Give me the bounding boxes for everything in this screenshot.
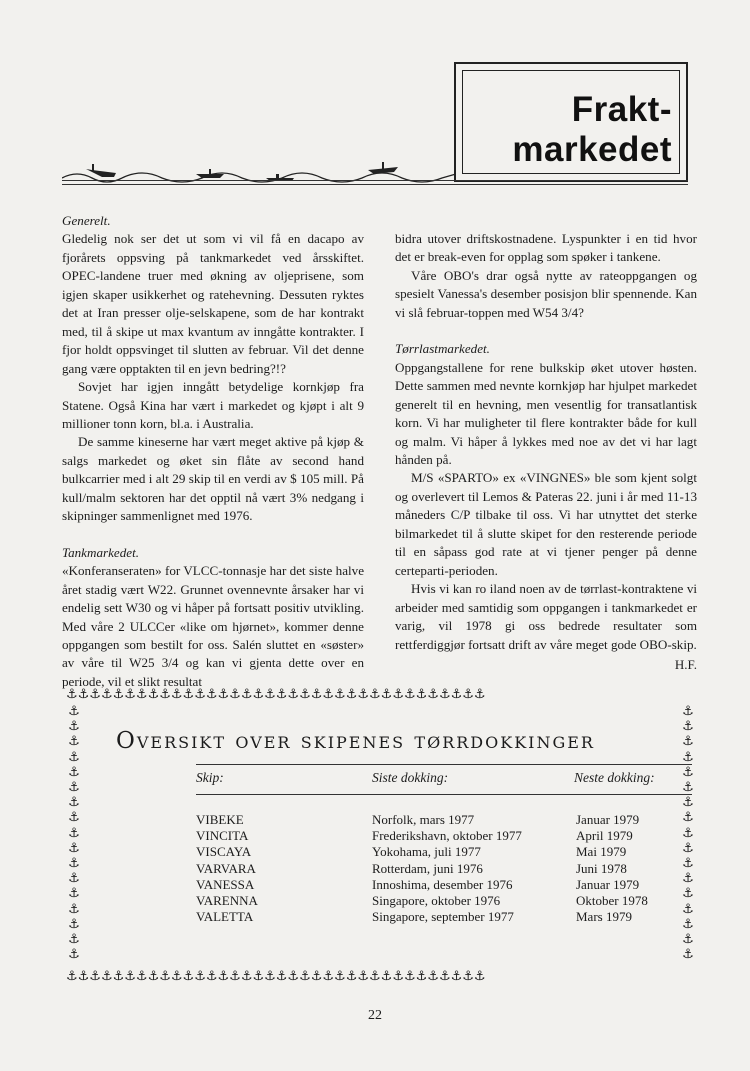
drydock-cell-ship: VINCITA: [196, 828, 249, 844]
title-line-2: markedet: [512, 130, 672, 169]
last-docking-list: [372, 812, 522, 925]
drydock-overview-box: [66, 688, 696, 984]
drydock-cell-last: Frederikshavn, oktober 1977: [372, 828, 522, 844]
drydock-cell-ship: VISCAYA: [196, 844, 252, 860]
header-rule: [62, 184, 688, 185]
paragraph: Oppgangstallene for rene bulkskip øket utover høsten. Dette sammen med nevnte kornkjøp har hjulpet markedet generelt til en hevning, men vesentlig for transatlantisk korn. Vi har muligheter til flere kontrakter både for kull og malm. Vi håper å lykkes med noe av det vi har lagt hånden på.: [395, 359, 697, 467]
page-number: 22: [368, 1008, 382, 1023]
drydock-title: Oversikt over skipenes tørrdokkinger: [116, 728, 595, 754]
column-header-next-docking: Neste dokking:: [574, 770, 655, 785]
drydock-cell-last: Yokohama, juli 1977: [372, 844, 481, 860]
header-rule: [62, 180, 688, 181]
anchor-border-right: ⚓ ⚓ ⚓ ⚓ ⚓ ⚓ ⚓ ⚓ ⚓ ⚓ ⚓ ⚓ ⚓ ⚓ ⚓ ⚓ ⚓: [682, 704, 694, 963]
paragraph: Hvis vi kan ro iland noen av de tørrlast-kontraktene vi arbeider med samtidig som oppgangen i tankmarkedet er varig, vil 1978 gi oss bedrede resultater som rettferdiggjør fortsatt drift av våre meget gode OBO-skip.: [395, 581, 697, 652]
drydock-cell-last: Norfolk, mars 1977: [372, 812, 475, 827]
paragraph: bidra utover driftskostnadene. Lyspunkter i en tid hvor det er break-even for opplag som spøker i tankene.: [395, 231, 697, 265]
ship-list: [196, 812, 258, 925]
paragraph: Sovjet har igjen inngått betydelige kornkjøp fra Statene. Også Kina har vært i markedet og kjøpt i alt 9 millioner tonn korn, bl.a. i Australia.: [62, 379, 364, 431]
paragraph-gap: [395, 322, 697, 340]
drydock-cell-next: Oktober 1978: [576, 893, 648, 909]
ship-icon: [368, 162, 398, 174]
paragraph: De samme kineserne har vært meget aktive på kjøp & salgs markedet og øket sin flåte av second hand bulkcarrier med i alt 29 skip til en verdi av $ 105 mill. På kull/malm sektoren har det opptil nå vært 3% nedgang i skipninger sammenlignet med 1976.: [62, 434, 364, 524]
paragraph-gap: [62, 526, 364, 544]
section-heading: Tankmarkedet.: [62, 544, 139, 560]
anchor-border-bottom: ⚓⚓⚓⚓⚓⚓⚓⚓⚓⚓⚓⚓⚓⚓⚓⚓⚓⚓⚓⚓⚓⚓⚓⚓⚓⚓⚓⚓⚓⚓⚓⚓⚓⚓⚓⚓: [66, 969, 486, 984]
drydock-cell-ship: VIBEKE: [196, 812, 244, 827]
drydock-rule: [196, 794, 692, 795]
drydock-cell-last: Singapore, september 1977: [372, 909, 514, 925]
signature: H.F.: [674, 656, 697, 672]
drydock-cell-next: April 1979: [576, 828, 633, 844]
column-header-ship: Skip:: [196, 770, 224, 785]
paragraph: Våre OBO's drar også nytte av rateoppgangen og spesielt Vanessa's desember posisjon blir spennende. Kan vi slå februar-toppen med W54 3/4?: [395, 267, 697, 320]
paragraph: M/S «SPARTO» ex «VINGNES» ble som kjent solgt og overlevert til Lemos & Pateras 22. juni i år med 11-13 måneders C/P tilbake til oss. Vi har utnyttet det sterke bilmarkedet til å slutte skipet for den resterende periode til en såpass god rate at vi tjener penger på denne certeparti-perioden.: [395, 470, 697, 578]
drydock-cell-ship: VALETTA: [196, 909, 254, 925]
drydock-rule: [196, 764, 692, 765]
title-line-1: Frakt-: [571, 90, 672, 129]
drydock-cell-next: Juni 1978: [576, 860, 627, 876]
drydock-cell-last: Rotterdam, juni 1976: [372, 860, 483, 876]
drydock-cell-next: Mars 1979: [576, 909, 632, 925]
article-right-column: [395, 230, 697, 674]
column-header-last-docking: Siste dokking:: [372, 770, 449, 785]
drydock-cell-ship: VARVARA: [196, 860, 256, 876]
anchor-border-left: ⚓ ⚓ ⚓ ⚓ ⚓ ⚓ ⚓ ⚓ ⚓ ⚓ ⚓ ⚓ ⚓ ⚓ ⚓ ⚓ ⚓: [68, 704, 80, 963]
drydock-cell-next: Januar 1979: [576, 876, 640, 892]
article-left-column: [62, 212, 364, 691]
section-heading: Generelt.: [62, 213, 111, 228]
ship-icon: [86, 164, 116, 177]
section-heading: Tørrlastmarkedet.: [395, 341, 490, 357]
drydock-cell-ship: VARENNA: [196, 893, 258, 909]
drydock-cell-ship: VANESSA: [196, 876, 255, 892]
drydock-cell-last: Innoshima, desember 1976: [372, 876, 513, 892]
drydock-cell-next: Mai 1979: [576, 844, 627, 860]
drydock-cell-last: Singapore, oktober 1976: [372, 893, 501, 909]
title-box: [454, 62, 688, 182]
paragraph: «Konferanseraten» for VLCC-tonnasje har det siste halve året stadig vært W22. Grunnet ovennevnte årsaker har vi endelig sett W30 og vi håper på fortsatt positiv utvikling. Med våre 2 ULCCer «like om hjørnet», kommer denne oppgangen som bestilt for oss. Salén sluttet en «søster» av våre til W25 3/4 og kan vi gjenta dette over en periode, vil et slikt resultat: [62, 563, 364, 689]
paragraph: Gledelig nok ser det ut som vi vil få en dacapo av fjorårets oppsving på tankmarkedet ved årsskiftet. OPEC-landene truer med økning av oljeprisene, som igjen skaper usikkerhet og ratehevning. Dessuten ryktes det at Iran presser olje-selskapene, som de har kontrakt med, til å skipe ut max kvantum av inngåtte kontrakter. I fjor holdt oppsvinget til slutten av februar. Vil det denne gang være opptakten til en jevn bedring?!?: [62, 231, 364, 376]
next-docking-list: [576, 812, 648, 925]
drydock-cell-next: Januar 1979: [576, 812, 640, 827]
anchor-border-top: ⚓⚓⚓⚓⚓⚓⚓⚓⚓⚓⚓⚓⚓⚓⚓⚓⚓⚓⚓⚓⚓⚓⚓⚓⚓⚓⚓⚓⚓⚓⚓⚓⚓⚓⚓⚓: [66, 687, 486, 702]
